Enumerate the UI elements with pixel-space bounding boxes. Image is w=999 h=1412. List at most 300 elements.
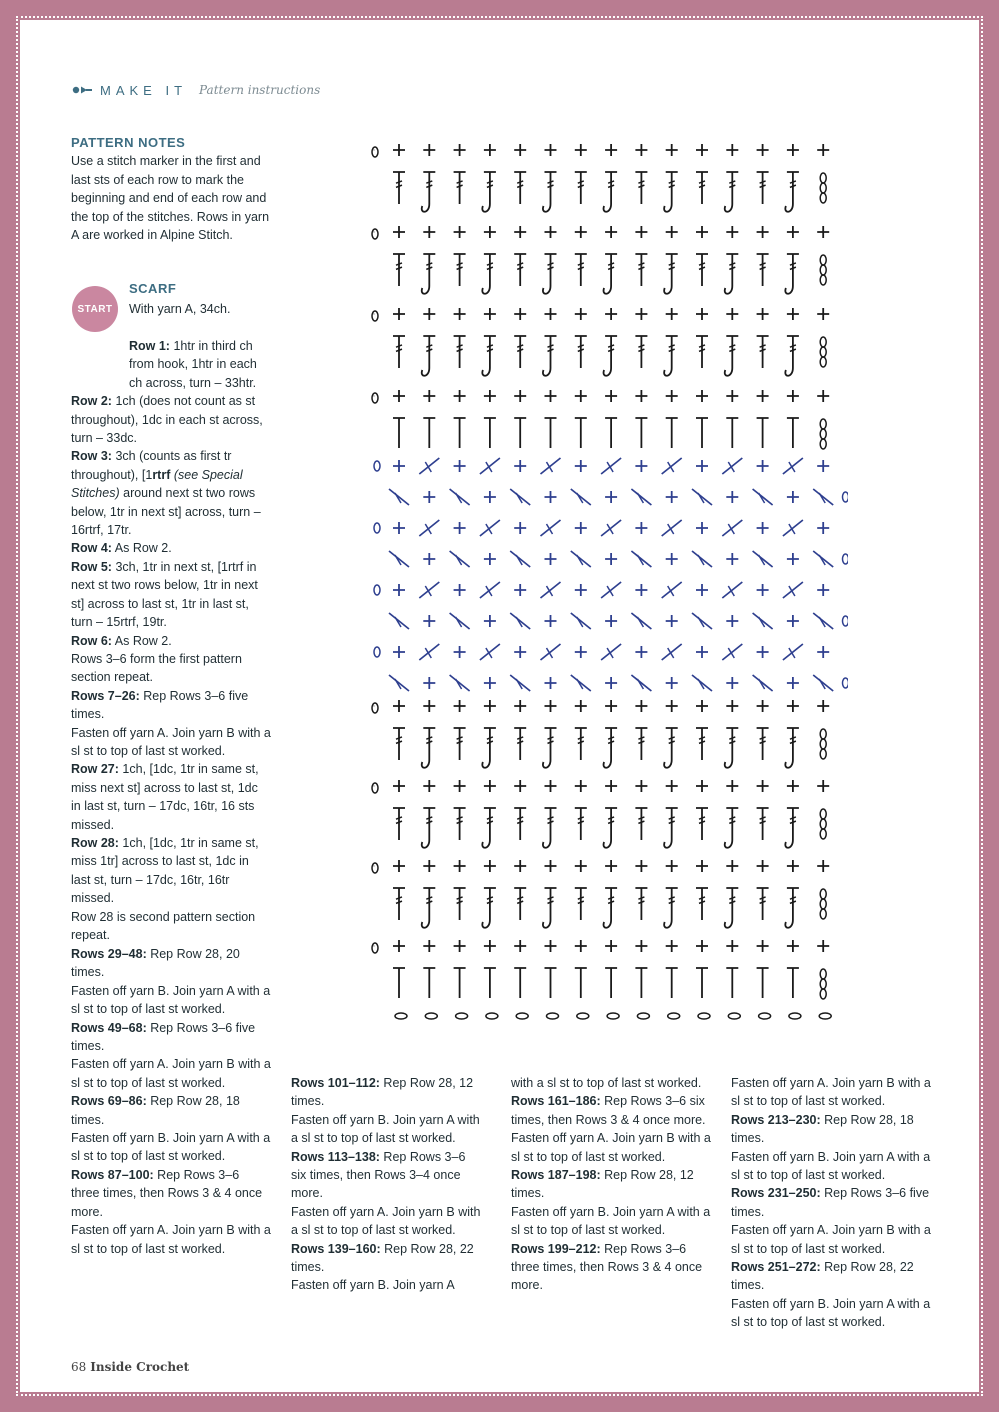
- chain-symbol: [820, 729, 826, 739]
- row-text: Rep Row 28, 18 times.: [71, 1094, 240, 1127]
- post-hook-symbol: [785, 840, 793, 848]
- dc-stitch-symbol: [726, 390, 738, 402]
- instruction-paragraph: [731, 1295, 936, 1332]
- tr-stitch-symbol: [514, 254, 526, 286]
- chain-symbol: [547, 1013, 559, 1019]
- dc-stitch-symbol: [666, 308, 678, 320]
- dc-stitch-symbol: [454, 226, 466, 238]
- raised-tr-symbol: [571, 613, 591, 629]
- dc-stitch-symbol: [514, 940, 526, 952]
- dc-stitch-symbol: [757, 522, 769, 534]
- tr-stitch-symbol: [666, 172, 678, 204]
- tr-stitch-symbol: [635, 728, 647, 760]
- instruction-paragraph: [511, 1129, 711, 1166]
- chain-symbol: [486, 1013, 498, 1019]
- raised-tr-bar: [668, 524, 674, 534]
- raised-tr-symbol: [753, 613, 773, 629]
- htr-stitch-symbol: [726, 968, 738, 998]
- dc-stitch-symbol: [393, 584, 405, 596]
- raised-tr-symbol: [571, 675, 591, 691]
- tr-stitch-symbol: [575, 728, 587, 760]
- raised-tr-symbol: [753, 489, 773, 505]
- raised-tr-symbol: [692, 675, 712, 691]
- tr-stitch-symbol: [605, 254, 617, 286]
- chain-symbol: [372, 229, 378, 239]
- dc-stitch-symbol: [726, 700, 738, 712]
- tr-stitch-symbol: [666, 336, 678, 368]
- dc-stitch-symbol: [423, 308, 435, 320]
- post-hook-symbol: [604, 368, 612, 376]
- tr-stitch-symbol: [605, 336, 617, 368]
- dc-stitch-symbol: [423, 940, 435, 952]
- chain-symbol: [820, 749, 826, 759]
- tr-stitch-symbol: [514, 336, 526, 368]
- dc-stitch-symbol: [514, 390, 526, 402]
- dc-stitch-symbol: [787, 615, 799, 627]
- dc-stitch-symbol: [757, 308, 769, 320]
- dc-stitch-symbol: [817, 646, 829, 658]
- tr-stitch-symbol: [575, 336, 587, 368]
- stitch-chart: [368, 140, 848, 1028]
- row-text: Rep Row 28, 12 times.: [291, 1076, 474, 1109]
- dc-stitch-symbol: [393, 646, 405, 658]
- tr-stitch-symbol: [757, 728, 769, 760]
- chain-symbol: [372, 783, 378, 793]
- dc-stitch-symbol: [605, 390, 617, 402]
- tr-stitch-symbol: [484, 172, 496, 204]
- dc-stitch-symbol: [393, 940, 405, 952]
- dc-stitch-symbol: [514, 700, 526, 712]
- raised-tr-symbol: [571, 489, 591, 505]
- row-label: Row 27:: [71, 762, 119, 777]
- raised-tr-bar: [789, 462, 795, 472]
- tr-stitch-symbol: [605, 728, 617, 760]
- post-hook-symbol: [422, 286, 430, 294]
- raised-tr-bar: [607, 648, 613, 658]
- dc-stitch-symbol: [484, 615, 496, 627]
- dc-stitch-symbol: [666, 700, 678, 712]
- row-label: Rows 199–212:: [511, 1241, 601, 1256]
- tr-stitch-symbol: [635, 888, 647, 920]
- instruction-paragraph: [71, 1166, 271, 1221]
- tr-stitch-symbol: [696, 728, 708, 760]
- tr-stitch-symbol: [635, 808, 647, 840]
- raised-tr-bar: [486, 524, 492, 534]
- htr-stitch-symbol: [696, 968, 708, 998]
- tr-stitch-symbol: [514, 728, 526, 760]
- chain-symbol: [843, 678, 849, 688]
- tr-stitch-symbol: [696, 336, 708, 368]
- dc-stitch-symbol: [635, 584, 647, 596]
- raised-tr-symbol: [541, 520, 561, 536]
- row-text: with a sl st to top of last st worked.: [511, 1076, 702, 1090]
- tr-stitch-symbol: [605, 172, 617, 204]
- stitch-abbrev: rtrf: [152, 467, 171, 482]
- raised-tr-symbol: [631, 551, 651, 567]
- tr-stitch-symbol: [393, 254, 405, 286]
- htr-stitch-symbol: [787, 968, 799, 998]
- tr-stitch-symbol: [454, 254, 466, 286]
- raised-tr-symbol: [450, 613, 470, 629]
- row-27-instruction: [71, 760, 271, 834]
- magazine-title: Inside Crochet: [90, 1360, 190, 1374]
- repeat-note: Row 28 is second pattern section repeat.: [71, 909, 256, 942]
- column-1-rows: [71, 945, 271, 1258]
- chain-symbol: [372, 393, 378, 403]
- post-hook-symbol: [543, 368, 551, 376]
- section-title: MAKE IT: [100, 82, 188, 98]
- dc-stitch-symbol: [454, 390, 466, 402]
- post-hook-symbol: [664, 840, 672, 848]
- dc-stitch-symbol: [696, 460, 708, 472]
- tr-stitch-symbol: [787, 888, 799, 920]
- dc-stitch-symbol: [393, 522, 405, 534]
- chain-symbol: [374, 647, 380, 657]
- row-label: Rows 139–160:: [291, 1241, 381, 1256]
- instruction-paragraph: [511, 1240, 711, 1295]
- chain-symbol: [820, 337, 826, 347]
- scarf-intro: With yarn A, 34ch.: [129, 302, 231, 316]
- raised-tr-symbol: [571, 551, 591, 567]
- post-hook-symbol: [543, 204, 551, 212]
- row-text: 1htr in third ch from hook, 1htr in each ch across, turn – 33htr.: [129, 339, 257, 390]
- dc-stitch-symbol: [696, 522, 708, 534]
- raised-tr-bar: [486, 462, 492, 472]
- htr-stitch-symbol: [757, 418, 769, 448]
- row-label: Row 1:: [129, 339, 170, 353]
- tr-stitch-symbol: [484, 254, 496, 286]
- post-hook-symbol: [604, 760, 612, 768]
- post-hook-symbol: [785, 368, 793, 376]
- dc-stitch-symbol: [605, 615, 617, 627]
- dc-stitch-symbol: [484, 390, 496, 402]
- post-hook-symbol: [785, 920, 793, 928]
- raised-tr-bar: [607, 586, 613, 596]
- chain-symbol: [516, 1013, 528, 1019]
- row-text: Rep Row 28, 20 times.: [71, 947, 240, 980]
- row-label: Rows 251–272:: [731, 1260, 821, 1275]
- raised-tr-symbol: [419, 520, 439, 536]
- htr-stitch-symbol: [484, 418, 496, 448]
- rows-7-26-instruction: [71, 687, 271, 724]
- dc-stitch-symbol: [787, 860, 799, 872]
- tr-stitch-symbol: [545, 336, 557, 368]
- raised-tr-symbol: [692, 489, 712, 505]
- raised-tr-symbol: [389, 613, 409, 629]
- row-text: Rep Rows 3–6 six times, then Rows 3 & 4 once more.: [511, 1094, 706, 1127]
- dc-stitch-symbol: [514, 522, 526, 534]
- chain-symbol: [425, 1013, 437, 1019]
- raised-tr-bar: [728, 586, 734, 596]
- dc-stitch-symbol: [605, 940, 617, 952]
- tr-stitch-symbol: [423, 254, 435, 286]
- post-hook-symbol: [725, 286, 733, 294]
- dc-stitch-symbol: [484, 700, 496, 712]
- chain-symbol: [820, 173, 826, 183]
- chain-symbol: [372, 863, 378, 873]
- dc-stitch-symbol: [757, 390, 769, 402]
- row-text: Rep Rows 3–6 five times.: [71, 688, 249, 722]
- dc-stitch-symbol: [575, 308, 587, 320]
- tr-stitch-symbol: [787, 336, 799, 368]
- dc-stitch-symbol: [787, 308, 799, 320]
- post-hook-symbol: [664, 286, 672, 294]
- post-hook-symbol: [422, 760, 430, 768]
- chain-symbol: [843, 554, 849, 564]
- tr-stitch-symbol: [575, 254, 587, 286]
- row-label: Rows 113–138:: [291, 1149, 380, 1164]
- raised-tr-bar: [425, 648, 431, 658]
- dc-stitch-symbol: [454, 144, 466, 156]
- htr-stitch-symbol: [514, 418, 526, 448]
- raised-tr-symbol: [722, 520, 742, 536]
- dc-stitch-symbol: [787, 226, 799, 238]
- dc-stitch-symbol: [454, 584, 466, 596]
- arrow-dots-icon: [72, 85, 92, 95]
- row-label: Row 5:: [71, 559, 112, 574]
- dc-stitch-symbol: [423, 226, 435, 238]
- row-5-instruction: [71, 558, 271, 632]
- raised-tr-bar: [547, 648, 553, 658]
- post-hook-symbol: [725, 920, 733, 928]
- htr-stitch-symbol: [696, 418, 708, 448]
- tr-stitch-symbol: [726, 808, 738, 840]
- dc-stitch-symbol: [817, 390, 829, 402]
- dc-stitch-symbol: [545, 553, 557, 565]
- dc-stitch-symbol: [787, 390, 799, 402]
- post-hook-symbol: [785, 204, 793, 212]
- tr-stitch-symbol: [423, 808, 435, 840]
- post-hook-symbol: [482, 920, 490, 928]
- tr-stitch-symbol: [514, 808, 526, 840]
- dc-stitch-symbol: [545, 860, 557, 872]
- row-2-instruction: [71, 392, 271, 447]
- dc-stitch-symbol: [726, 226, 738, 238]
- raised-tr-symbol: [722, 644, 742, 660]
- post-hook-symbol: [785, 760, 793, 768]
- post-hook-symbol: [725, 840, 733, 848]
- dc-stitch-symbol: [393, 144, 405, 156]
- htr-stitch-symbol: [423, 968, 435, 998]
- dc-stitch-symbol: [484, 144, 496, 156]
- chain-symbol: [820, 899, 826, 909]
- dc-stitch-symbol: [696, 646, 708, 658]
- dc-stitch-symbol: [726, 780, 738, 792]
- dc-stitch-symbol: [757, 584, 769, 596]
- dc-stitch-symbol: [423, 615, 435, 627]
- raised-tr-symbol: [662, 458, 682, 474]
- instruction-paragraph: [731, 1184, 936, 1221]
- raised-tr-bar: [728, 462, 734, 472]
- chain-symbol: [820, 819, 826, 829]
- dc-stitch-symbol: [635, 226, 647, 238]
- post-hook-symbol: [664, 760, 672, 768]
- chain-symbol: [395, 1013, 407, 1019]
- dc-stitch-symbol: [514, 226, 526, 238]
- raised-tr-symbol: [541, 582, 561, 598]
- tr-stitch-symbol: [484, 808, 496, 840]
- raised-tr-bar: [668, 648, 674, 658]
- tr-stitch-symbol: [454, 172, 466, 204]
- dc-stitch-symbol: [787, 553, 799, 565]
- dc-stitch-symbol: [454, 860, 466, 872]
- chain-symbol: [374, 523, 380, 533]
- post-hook-symbol: [604, 920, 612, 928]
- row-label: Rows 161–186:: [511, 1094, 601, 1109]
- raised-tr-symbol: [450, 551, 470, 567]
- raised-tr-symbol: [510, 489, 530, 505]
- tr-stitch-symbol: [454, 336, 466, 368]
- tr-stitch-symbol: [726, 728, 738, 760]
- dc-stitch-symbol: [393, 226, 405, 238]
- post-hook-symbol: [422, 368, 430, 376]
- dc-stitch-symbol: [635, 144, 647, 156]
- chain-symbol: [374, 585, 380, 595]
- tr-stitch-symbol: [726, 172, 738, 204]
- dc-stitch-symbol: [575, 226, 587, 238]
- dc-stitch-symbol: [696, 308, 708, 320]
- row-text: Fasten off yarn A. Join yarn B with a sl st to top of last st worked.: [731, 1223, 931, 1256]
- tr-stitch-symbol: [575, 172, 587, 204]
- tr-stitch-symbol: [757, 336, 769, 368]
- dc-stitch-symbol: [605, 308, 617, 320]
- htr-stitch-symbol: [514, 968, 526, 998]
- dc-stitch-symbol: [454, 940, 466, 952]
- dc-stitch-symbol: [817, 226, 829, 238]
- instruction-paragraph: [731, 1258, 936, 1295]
- tr-stitch-symbol: [787, 728, 799, 760]
- raised-tr-symbol: [601, 582, 621, 598]
- chain-symbol: [820, 439, 826, 449]
- dc-stitch-symbol: [393, 460, 405, 472]
- raised-tr-symbol: [601, 520, 621, 536]
- dc-stitch-symbol: [696, 144, 708, 156]
- post-hook-symbol: [604, 840, 612, 848]
- instruction-paragraph: [731, 1148, 936, 1185]
- dc-stitch-symbol: [666, 940, 678, 952]
- row-text: around next st two rows below, 1tr in next st] across, turn – 16rtrf, 17tr.: [71, 486, 261, 538]
- dc-stitch-symbol: [666, 553, 678, 565]
- dc-stitch-symbol: [817, 522, 829, 534]
- raised-tr-symbol: [389, 675, 409, 691]
- tr-stitch-symbol: [545, 172, 557, 204]
- raised-tr-symbol: [783, 520, 803, 536]
- row-3-instruction: [71, 447, 271, 539]
- htr-stitch-symbol: [545, 968, 557, 998]
- tr-stitch-symbol: [484, 336, 496, 368]
- post-hook-symbol: [422, 840, 430, 848]
- tr-stitch-symbol: [757, 172, 769, 204]
- chain-symbol: [820, 989, 826, 999]
- tr-stitch-symbol: [666, 728, 678, 760]
- tr-stitch-symbol: [635, 336, 647, 368]
- chain-symbol: [372, 311, 378, 321]
- instruction-paragraph: [511, 1074, 711, 1092]
- instruction-paragraph: [71, 1129, 271, 1166]
- instruction-paragraph: [71, 1221, 271, 1258]
- dc-stitch-symbol: [787, 491, 799, 503]
- htr-stitch-symbol: [575, 968, 587, 998]
- dc-stitch-symbol: [514, 308, 526, 320]
- row-text: 1ch (does not count as st throughout), 1dc in each st across, turn – 33dc.: [71, 394, 263, 446]
- chain-symbol: [637, 1013, 649, 1019]
- instruction-paragraph: [291, 1276, 481, 1294]
- start-badge: START: [72, 286, 118, 332]
- tr-stitch-symbol: [787, 254, 799, 286]
- dc-stitch-symbol: [545, 491, 557, 503]
- htr-stitch-symbol: [635, 418, 647, 448]
- dc-stitch-symbol: [484, 677, 496, 689]
- dc-stitch-symbol: [666, 491, 678, 503]
- row-text: 3ch, 1tr in next st, [1rtrf in next st two rows below, 1tr in next st] across to last st, 1tr in last st, turn – 15rtrf, 19tr.: [71, 559, 258, 630]
- dc-stitch-symbol: [514, 144, 526, 156]
- dc-stitch-symbol: [423, 491, 435, 503]
- htr-stitch-symbol: [454, 418, 466, 448]
- row-1-instruction: [71, 337, 271, 392]
- dc-stitch-symbol: [454, 522, 466, 534]
- dc-stitch-symbol: [817, 700, 829, 712]
- dc-stitch-symbol: [454, 460, 466, 472]
- dc-stitch-symbol: [696, 940, 708, 952]
- row-text: Fasten off yarn B. Join yarn A with a sl st to top of last st worked.: [291, 1112, 480, 1146]
- dc-stitch-symbol: [757, 940, 769, 952]
- raised-tr-symbol: [813, 613, 833, 629]
- dc-stitch-symbol: [484, 940, 496, 952]
- row-label: Rows 187–198:: [511, 1168, 601, 1183]
- chain-symbol: [820, 979, 826, 989]
- row-label: Row 28:: [71, 835, 119, 850]
- dc-stitch-symbol: [817, 144, 829, 156]
- row-text: Rep Rows 3–6 six times, then Rows 3–4 once more.: [291, 1149, 466, 1201]
- chain-symbol: [668, 1013, 680, 1019]
- htr-stitch-symbol: [787, 418, 799, 448]
- dc-stitch-symbol: [787, 144, 799, 156]
- raised-tr-symbol: [510, 675, 530, 691]
- chain-symbol: [698, 1013, 710, 1019]
- tr-stitch-symbol: [726, 888, 738, 920]
- dc-stitch-symbol: [514, 646, 526, 658]
- dc-stitch-symbol: [605, 780, 617, 792]
- running-head: [72, 82, 320, 98]
- dc-stitch-symbol: [454, 700, 466, 712]
- htr-stitch-symbol: [393, 968, 405, 998]
- dc-stitch-symbol: [454, 308, 466, 320]
- chain-symbol: [789, 1013, 801, 1019]
- column-2-rows: [291, 1074, 481, 1295]
- htr-stitch-symbol: [605, 968, 617, 998]
- dc-stitch-symbol: [545, 615, 557, 627]
- repeat-note: Rows 3–6 form the first pattern section repeat.: [71, 651, 242, 685]
- row-text: Rep Rows 3–6 three times, then Rows 3 & 4 once more.: [511, 1241, 703, 1293]
- dc-stitch-symbol: [757, 700, 769, 712]
- raised-tr-bar: [486, 648, 492, 658]
- raised-tr-symbol: [480, 458, 500, 474]
- dc-stitch-symbol: [666, 615, 678, 627]
- chain-symbol: [372, 943, 378, 953]
- column-4-rows: [731, 1074, 936, 1332]
- tr-stitch-symbol: [635, 254, 647, 286]
- dc-stitch-symbol: [605, 677, 617, 689]
- tr-stitch-symbol: [454, 888, 466, 920]
- dc-stitch-symbol: [757, 460, 769, 472]
- tr-stitch-symbol: [393, 336, 405, 368]
- instruction-paragraph: [291, 1111, 481, 1148]
- post-hook-symbol: [482, 760, 490, 768]
- tr-stitch-symbol: [545, 728, 557, 760]
- special-stitch-ref: (see Special Stitches): [71, 467, 243, 501]
- raised-tr-bar: [789, 524, 795, 534]
- dc-stitch-symbol: [787, 940, 799, 952]
